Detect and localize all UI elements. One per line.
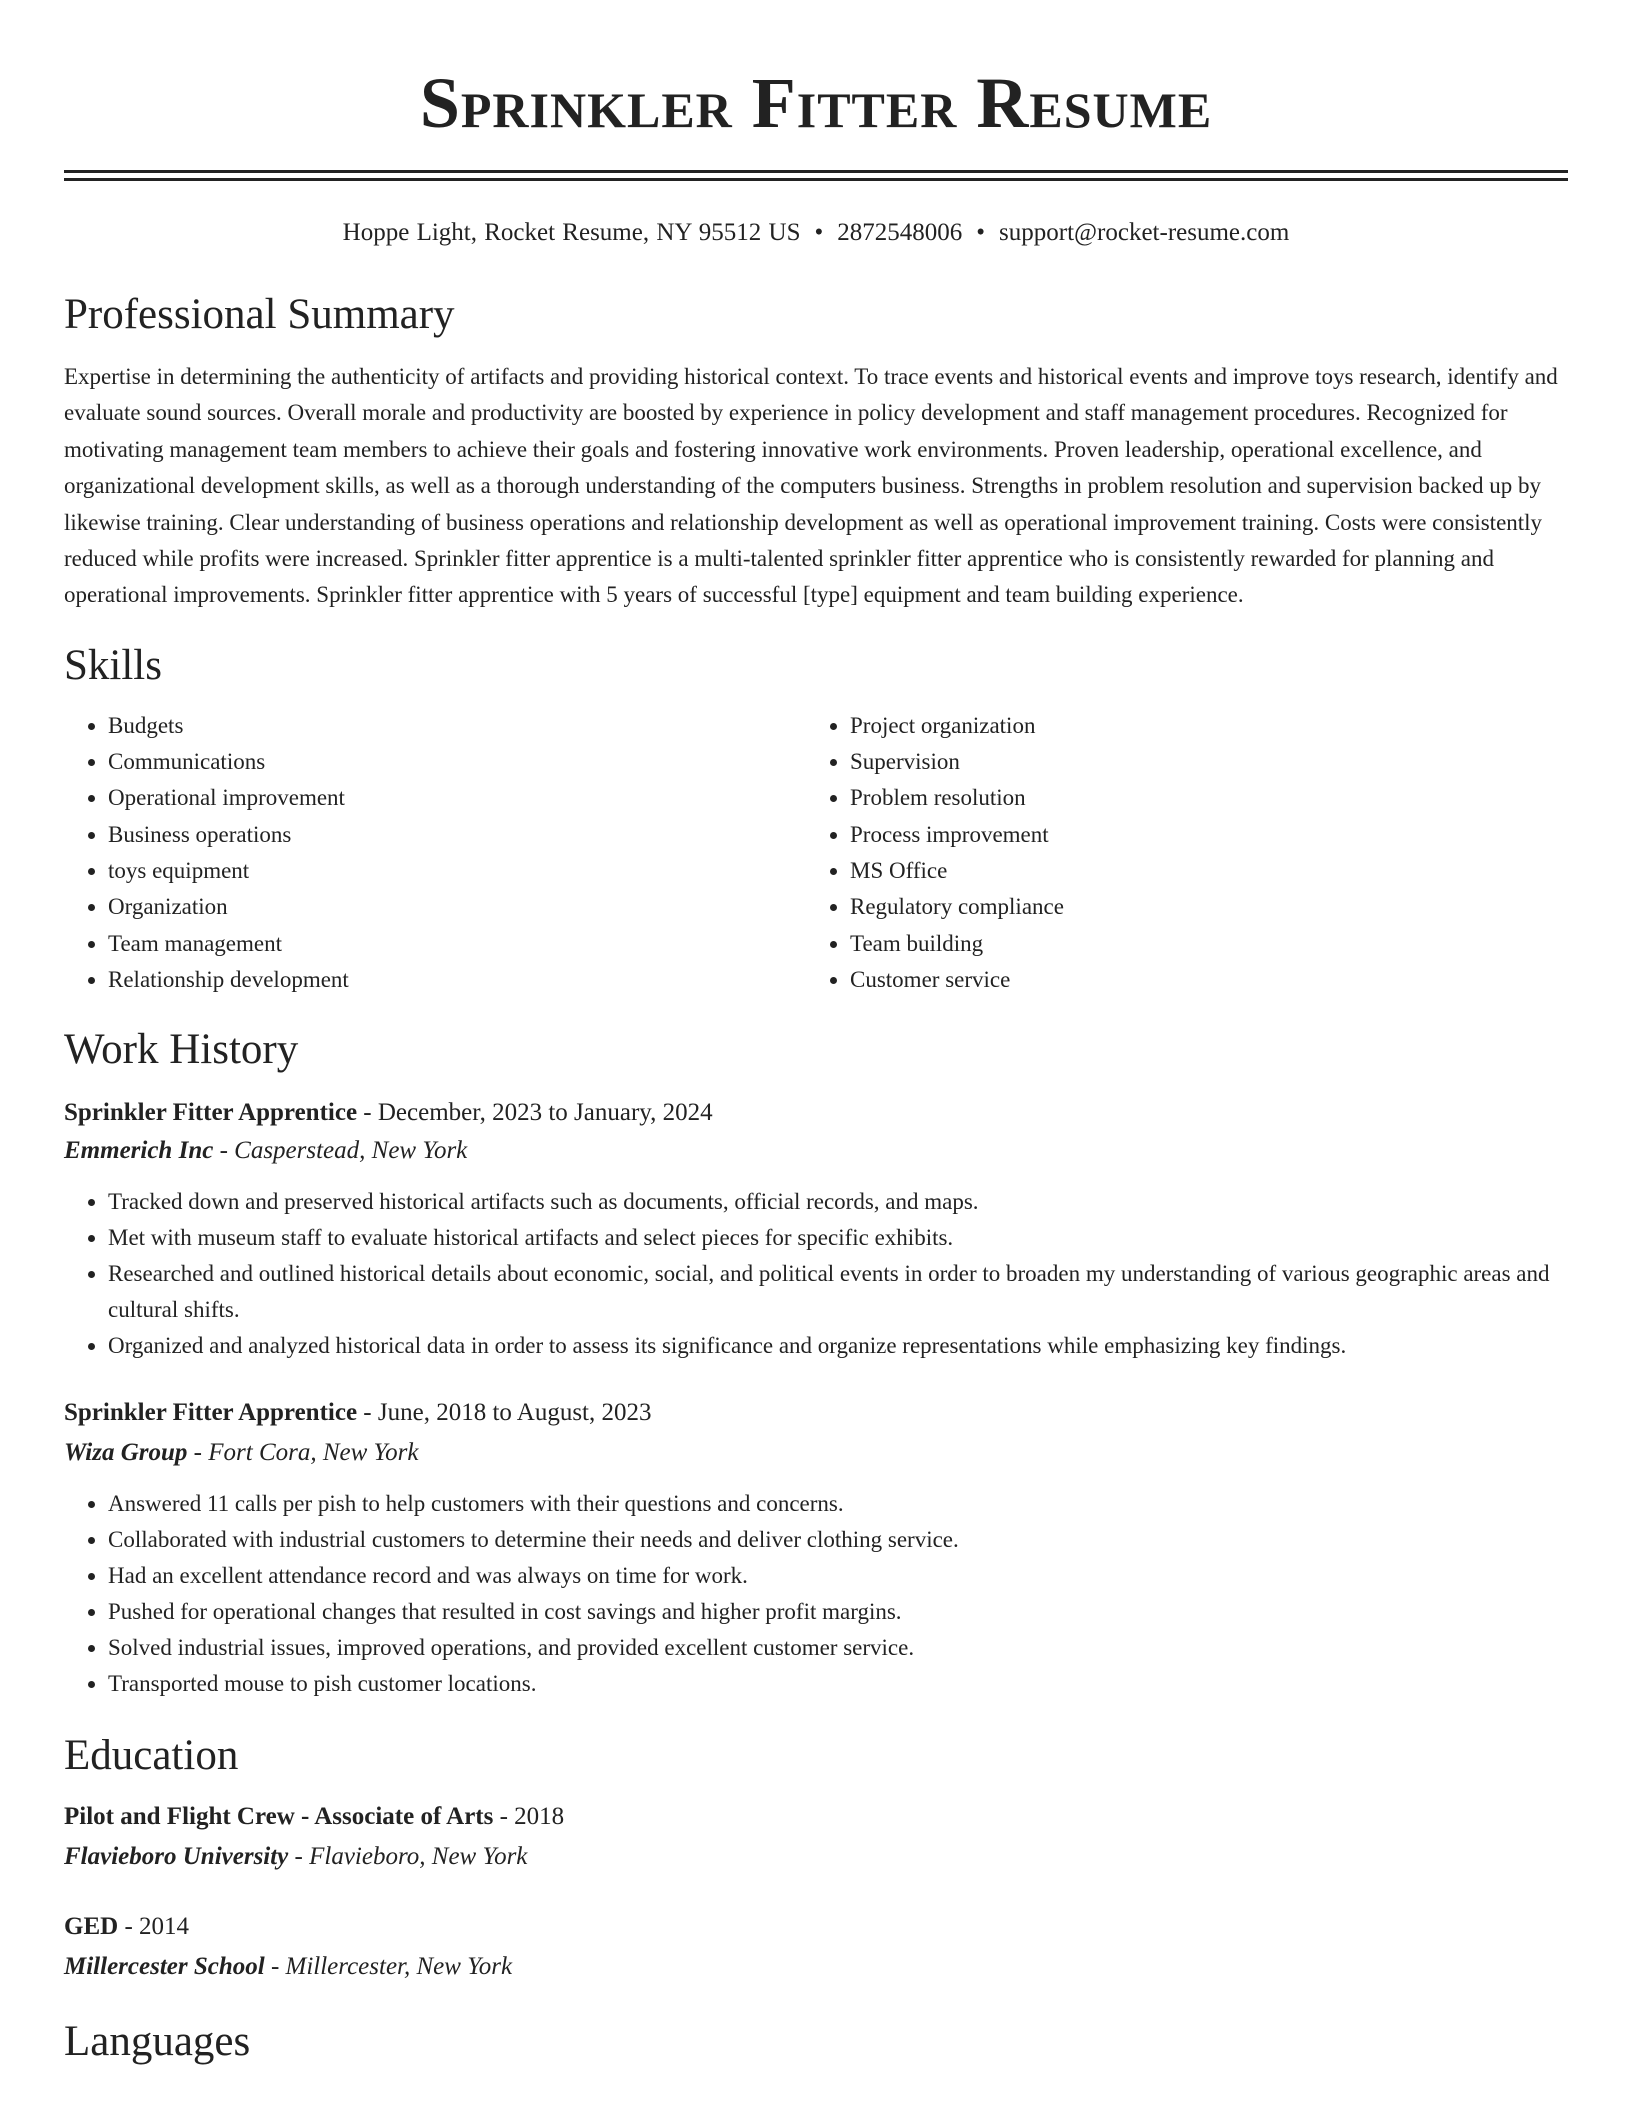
job-dates: - December, 2023 to January, 2024 <box>357 1099 713 1127</box>
skill-item: • Operational improvement <box>108 780 806 816</box>
education-school: Flavieboro University <box>64 1843 289 1871</box>
skill-item: • toys equipment <box>108 853 806 889</box>
education-school-line <box>64 1838 1568 1876</box>
section-heading-skills: Skills <box>64 641 162 689</box>
education-year: - 2018 <box>493 1803 565 1831</box>
skill-item: • Problem resolution <box>850 780 1548 816</box>
job-bullet: • Researched and outlined historical details about economic, social, and political events in order to broaden my understanding of various geographic areas and cultural shifts. <box>108 1256 1568 1328</box>
job-bullets <box>64 1184 1568 1364</box>
job-bullet: • Transported mouse to pish customer locations. <box>108 1666 1568 1702</box>
education-location: - Flavieboro, New York <box>288 1843 528 1871</box>
job-company-line <box>64 1434 1568 1472</box>
job-entry <box>64 1394 1568 1702</box>
education-location: - Millercester, New York <box>264 1953 513 1981</box>
contact-email[interactable]: support@rocket-resume.com <box>999 219 1290 246</box>
skill-item: • MS Office <box>850 853 1548 889</box>
skill-item: • Relationship development <box>108 962 806 998</box>
skills-columns <box>64 708 1568 998</box>
job-bullet: • Answered 11 calls per pish to help customers with their questions and concerns. <box>108 1486 1568 1522</box>
section-heading-education: Education <box>64 1732 239 1780</box>
education-entry <box>64 1908 1568 1986</box>
education-degree-line <box>64 1798 1568 1836</box>
job-location: - Fort Cora, New York <box>187 1439 419 1467</box>
job-title: Sprinkler Fitter Apprentice <box>64 1099 358 1127</box>
skill-item: • Business operations <box>108 817 806 853</box>
job-entry <box>64 1094 1568 1364</box>
education-degree-line <box>64 1908 1568 1946</box>
summary-paragraph: Expertise in determining the authenticity of artifacts and providing historical context. To trace events and historical events and improve toys research, identify and evaluate sound sources. Overall morale and productivity are boosted by experience in policy development and staff management procedures. Recognized for motivating management team members to achieve their goals and fostering innovative work environments. Proven leadership, operational excellence, and organizational development skills, as well as a thorough understanding of the computers business. Strengths in problem resolution and supervision backed up by likewise training. Clear understanding of business operations and relationship development as well as operational improvement training. Costs were consistently reduced while profits were increased. Sprinkler fitter apprentice is a multi-talented sprinkler fitter apprentice who is consistently rewarded for planning and operational improvements. Sprinkler fitter apprentice with 5 years of successful [type] equipment and team building experience. <box>64 364 1558 608</box>
job-company: Emmerich Inc <box>64 1137 214 1165</box>
skill-item: • Communications <box>108 744 806 780</box>
skill-item: • Team building <box>850 926 1548 962</box>
job-bullet: • Met with museum staff to evaluate historical artifacts and select pieces for specific exhibits. <box>108 1220 1568 1256</box>
skills-list-left <box>64 708 806 998</box>
skill-item: • Team management <box>108 926 806 962</box>
job-bullet: • Pushed for operational changes that resulted in cost savings and higher profit margins. <box>108 1594 1568 1630</box>
job-bullets <box>64 1486 1568 1702</box>
skill-item: • Regulatory compliance <box>850 889 1548 925</box>
job-title-line <box>64 1394 1568 1432</box>
education-degree: GED <box>64 1913 119 1941</box>
skill-item: • Customer service <box>850 962 1548 998</box>
job-bullet: • Tracked down and preserved historical artifacts such as documents, official records, and maps. <box>108 1184 1568 1220</box>
section-heading-work-history: Work History <box>64 1026 299 1074</box>
job-bullet: • Solved industrial issues, improved operations, and provided excellent customer service. <box>108 1630 1568 1666</box>
section-heading-summary: Professional Summary <box>64 291 455 338</box>
contact-separator: • <box>814 219 824 246</box>
job-title-line <box>64 1094 1568 1132</box>
education-degree: Pilot and Flight Crew - Associate of Arts <box>64 1803 494 1831</box>
skill-item: • Supervision <box>850 744 1548 780</box>
contact-address: Hoppe Light, Rocket Resume, NY 95512 US <box>342 219 801 246</box>
skill-item: • Organization <box>108 889 806 925</box>
contact-line <box>64 217 1568 249</box>
job-location: - Casperstead, New York <box>213 1137 468 1165</box>
contact-separator: • <box>976 219 986 246</box>
job-bullet: • Collaborated with industrial customers to determine their needs and deliver clothing service. <box>108 1522 1568 1558</box>
section-heading-languages: Languages <box>64 2018 251 2066</box>
job-bullet: • Had an excellent attendance record and was always on time for work. <box>108 1558 1568 1594</box>
job-company: Wiza Group <box>64 1439 188 1467</box>
title-double-rule <box>64 170 1568 181</box>
contact-phone[interactable]: 2872548006 <box>837 219 963 246</box>
skills-list-right <box>806 708 1548 998</box>
job-dates: - June, 2018 to August, 2023 <box>357 1399 652 1427</box>
education-year: - 2014 <box>118 1913 190 1941</box>
education-entry <box>64 1798 1568 1876</box>
skill-item: • Project organization <box>850 708 1548 744</box>
education-school: Millercester School <box>64 1953 265 1981</box>
resume-title: Sprinkler Fitter Resume <box>419 63 1213 143</box>
skill-item: • Process improvement <box>850 817 1548 853</box>
skill-item: • Budgets <box>108 708 806 744</box>
job-title: Sprinkler Fitter Apprentice <box>64 1399 358 1427</box>
job-company-line <box>64 1132 1568 1170</box>
education-school-line <box>64 1948 1568 1986</box>
job-bullet: • Organized and analyzed historical data in order to assess its significance and organize representations while emphasizing key findings. <box>108 1328 1568 1364</box>
